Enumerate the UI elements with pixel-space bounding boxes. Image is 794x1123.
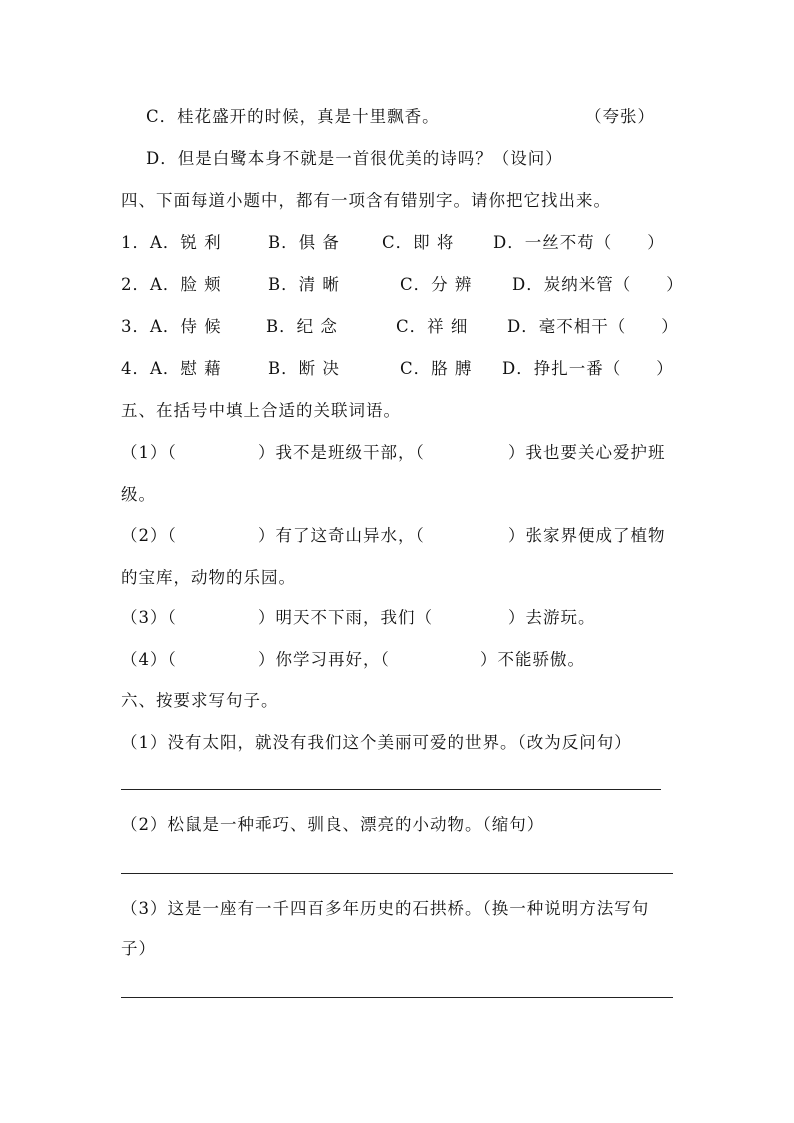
option-d-text: D．但是白鹭本身不就是一首很优美的诗吗？（设问） [146,149,563,168]
option-d-with-blank[interactable]: D．挣扎一番（ ） [502,359,674,378]
fill-item-middle: ）你学习再好，（ [258,650,390,669]
option-b: B．清 晰 [268,275,340,294]
rewrite-prompt-text: （1）没有太阳，就没有我们这个美丽可爱的世界。（改为反问句） [121,733,632,752]
rewrite-prompt-text: （3）这是一座有一千四百多年历史的石拱桥。（换一种说明方法写句 [121,899,650,918]
option-c: C．分 辨 [400,275,473,294]
option-c: C．即 将 [382,233,455,252]
option-a: 3．A．侍 候 [121,317,222,336]
fill-item-prefix: （3）（ [121,608,177,627]
option-a: 2．A．脸 颊 [121,275,222,294]
answer-line[interactable] [121,873,673,874]
option-b: B．纪 念 [266,317,338,336]
rewrite-prompt-continuation-text: 子） [121,939,156,958]
option-c: C．祥 细 [396,317,469,336]
option-c-tag: （夸张） [585,107,655,126]
fill-item-middle: ）有了这奇山异水，（ [258,526,425,545]
section-4-heading-text: 四、下面每道小题中，都有一项含有错别字。请你把它找出来。 [121,191,611,210]
option-c: C．胳 膊 [400,359,473,378]
section-5-heading-text: 五、在括号中填上合适的关联词语。 [121,401,401,420]
section-6-heading-text: 六、按要求写句子。 [121,691,279,710]
option-c-text: C．桂花盛开的时候，真是十里飘香。 [146,107,440,126]
option-d-with-blank[interactable]: D．炭纳米管（ ） [512,275,684,294]
option-a: 1．A．锐 利 [121,233,222,252]
fill-item-prefix: （4）（ [121,650,177,669]
option-b: B．俱 备 [268,233,340,252]
fill-item-end: ）我也要关心爱护班 [508,443,666,462]
option-d-with-blank[interactable]: D．毫不相干（ ） [507,317,679,336]
fill-item-continuation-text: 的宝库，动物的乐园。 [121,568,296,587]
fill-item-middle: ）我不是班级干部，（ [258,443,425,462]
fill-item-continuation-text: 级。 [121,485,156,504]
fill-item-end: ）去游玩。 [508,608,596,627]
fill-item-end: ）张家界便成了植物 [508,526,666,545]
fill-item-middle: ）明天不下雨，我们（ [258,608,433,627]
rewrite-prompt-text: （2）松鼠是一种乖巧、驯良、漂亮的小动物。（缩句） [121,815,545,834]
fill-item-prefix: （1）（ [121,443,177,462]
fill-item-end: ）不能骄傲。 [480,650,585,669]
option-b: B．断 决 [268,359,340,378]
fill-item-prefix: （2）（ [121,526,177,545]
option-a: 4．A．慰 藉 [121,359,222,378]
answer-line[interactable] [121,997,673,998]
option-d-with-blank[interactable]: D．一丝不苟（ ） [493,233,665,252]
answer-line[interactable] [121,789,661,790]
